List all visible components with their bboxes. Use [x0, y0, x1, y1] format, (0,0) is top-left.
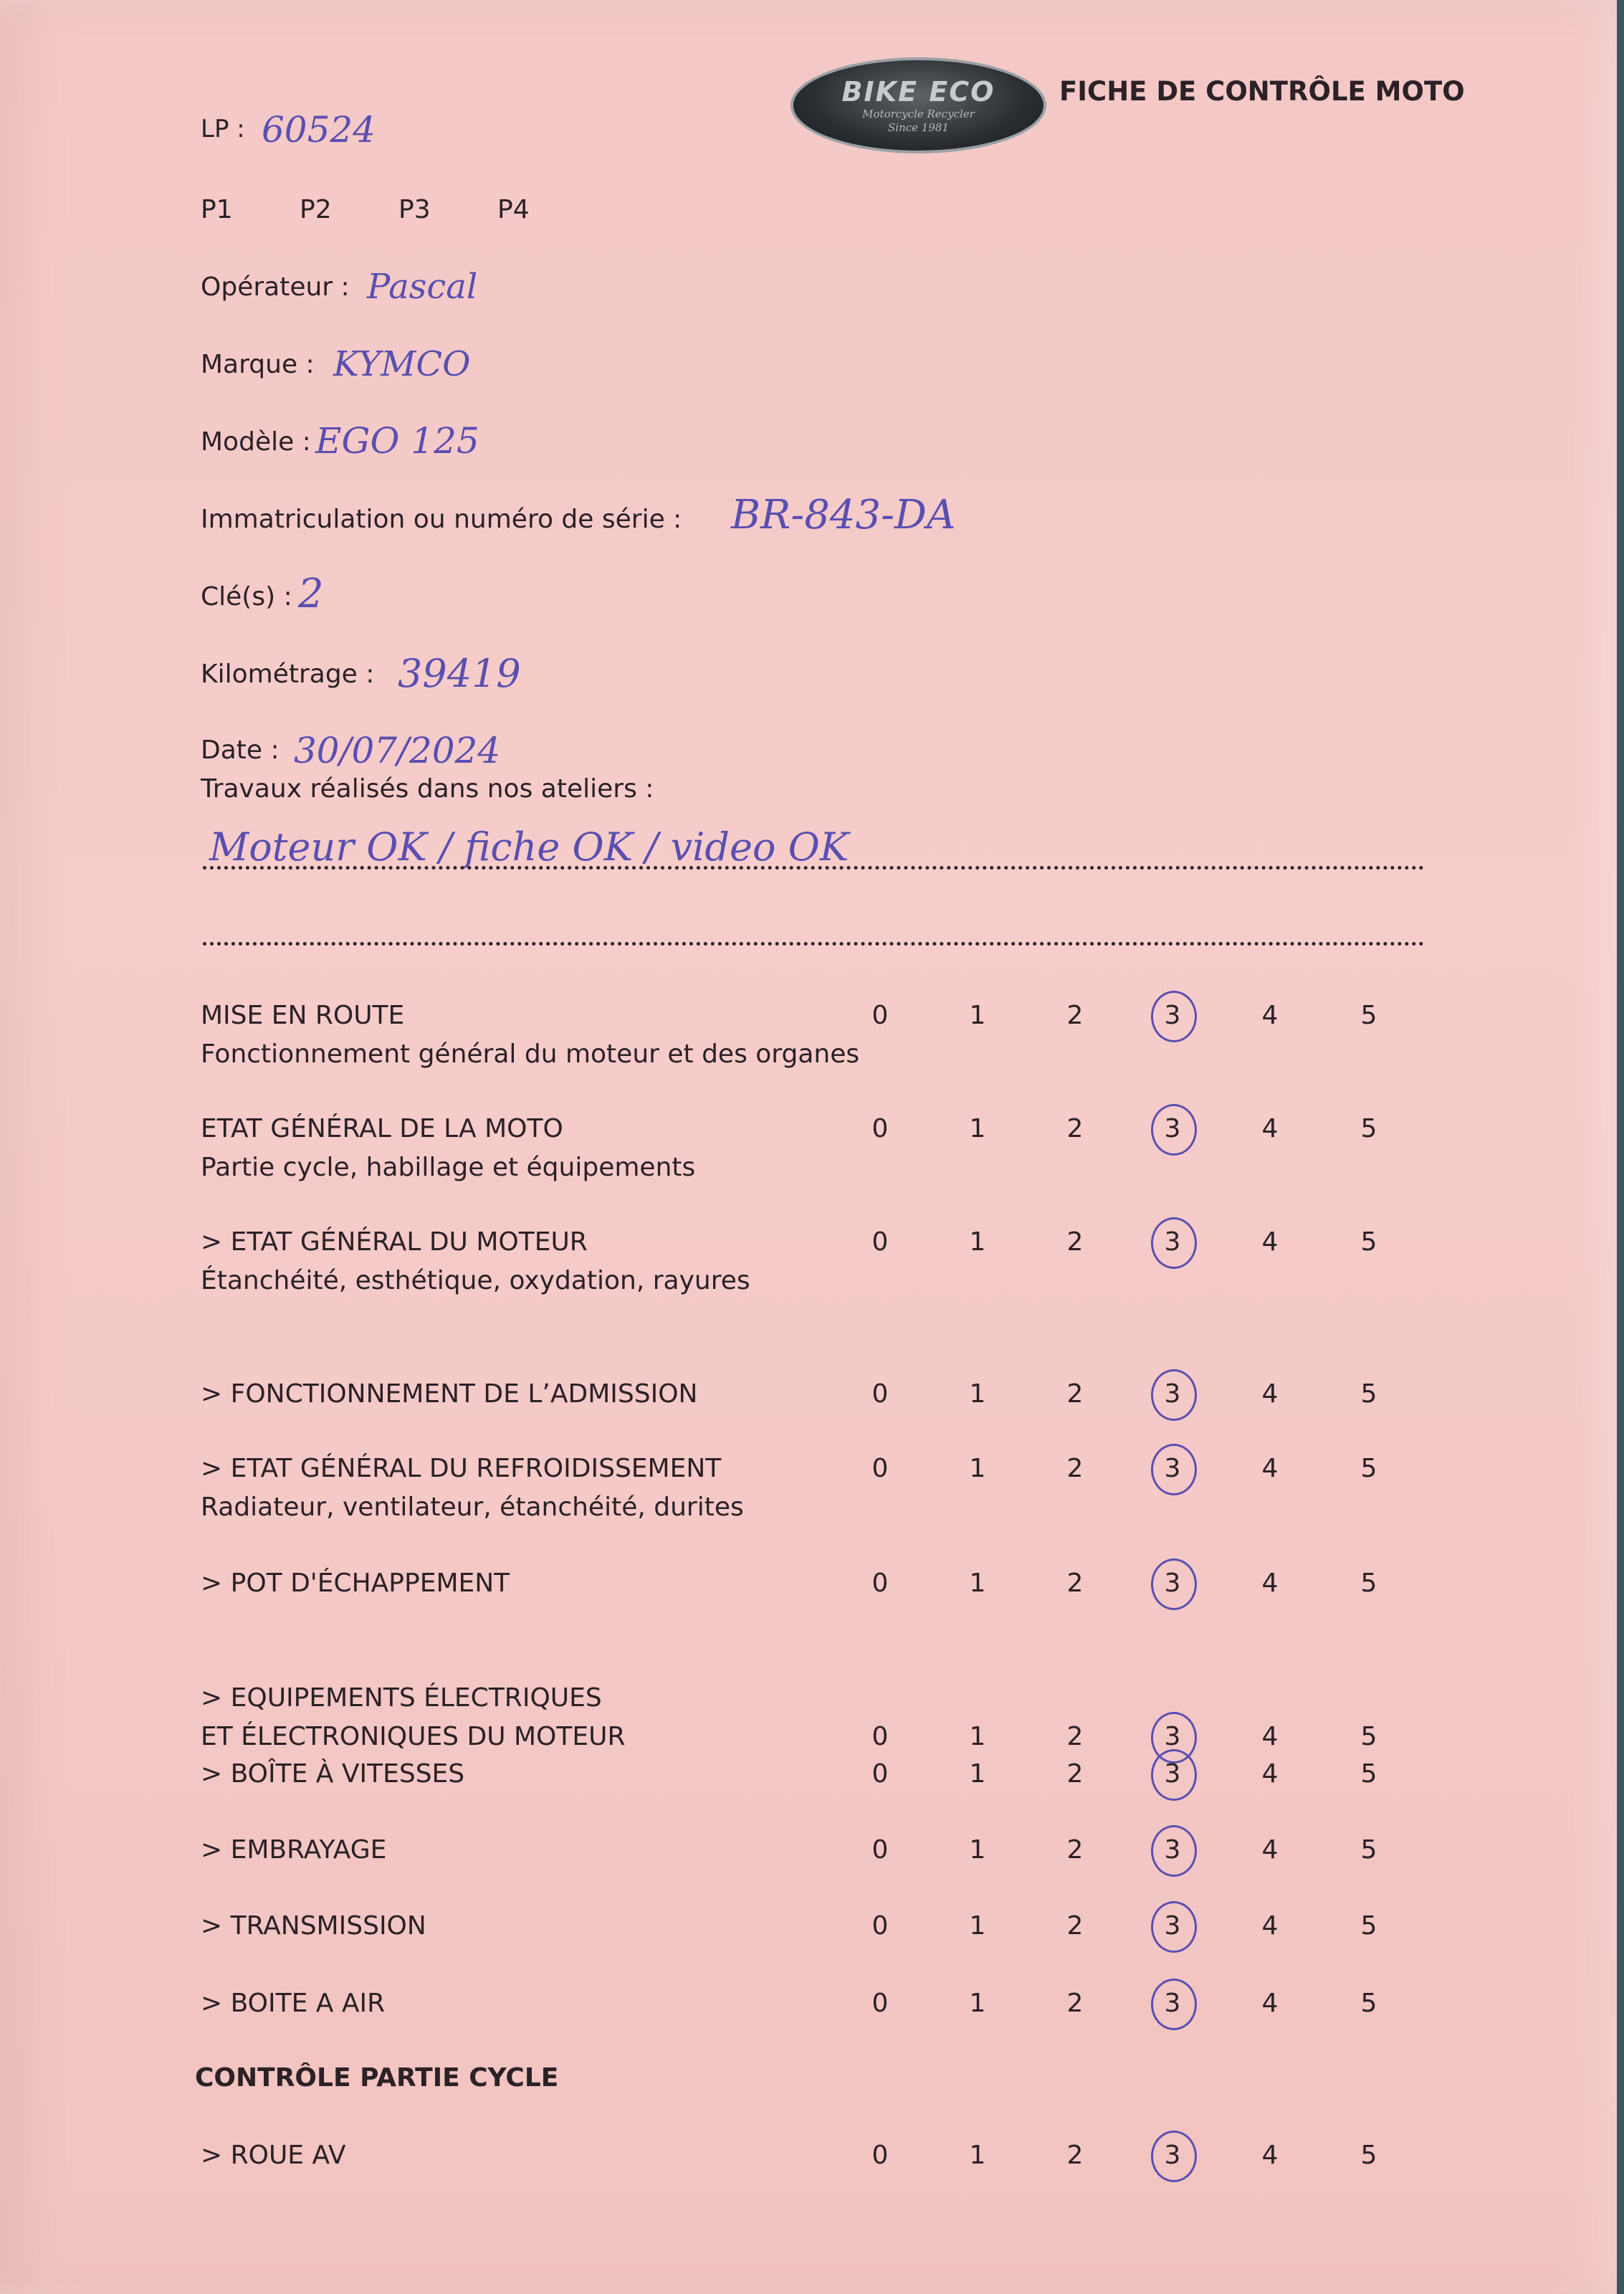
score-option[interactable]: 1 — [969, 1911, 986, 1941]
score-option[interactable]: 1 — [969, 2141, 986, 2170]
score-option[interactable]: 3 — [1164, 1989, 1181, 2018]
item-title: ETAT GÉNÉRAL DE LA MOTO — [201, 1114, 563, 1143]
item-title: > ETAT GÉNÉRAL DU MOTEUR — [201, 1227, 588, 1257]
selected-score-circle — [1151, 1749, 1197, 1801]
score-option[interactable]: 4 — [1261, 1759, 1279, 1789]
score-option[interactable]: 3 — [1164, 1001, 1181, 1030]
score-option[interactable]: 0 — [871, 1911, 889, 1941]
score-option[interactable]: 2 — [1066, 1759, 1084, 1789]
lp-label: LP : — [201, 115, 245, 143]
score-option[interactable]: 0 — [871, 1001, 889, 1030]
item-title: > EQUIPEMENTS ÉLECTRIQUES — [201, 1683, 602, 1713]
score-option[interactable]: 4 — [1261, 1227, 1279, 1257]
score-option[interactable]: 1 — [969, 1835, 986, 1865]
score-option[interactable]: 5 — [1360, 1227, 1377, 1257]
score-option[interactable]: 2 — [1066, 2141, 1084, 2170]
score-option[interactable]: 4 — [1261, 1911, 1279, 1941]
score-option[interactable]: 3 — [1164, 1911, 1181, 1941]
score-option[interactable]: 3 — [1164, 2141, 1181, 2170]
score-option[interactable]: 2 — [1066, 1454, 1084, 1483]
date-label: Date : — [201, 736, 280, 765]
selected-score-circle — [1151, 1369, 1197, 1421]
score-option[interactable]: 4 — [1261, 1569, 1279, 1598]
score-option[interactable]: 0 — [871, 1114, 889, 1143]
score-option[interactable]: 3 — [1164, 1759, 1181, 1789]
travaux-value: Moteur OK / fiche OK / video OK — [209, 824, 849, 870]
p4-label: P4 — [497, 195, 530, 224]
logo-brand: BIKE ECO — [841, 76, 995, 108]
score-option[interactable]: 4 — [1261, 1989, 1279, 2018]
dotted-line — [203, 942, 1424, 946]
modele-label: Modèle : — [201, 427, 311, 457]
score-option[interactable]: 4 — [1261, 1454, 1279, 1483]
item-title: > BOÎTE À VITESSES — [201, 1759, 465, 1789]
score-option[interactable]: 5 — [1360, 1569, 1377, 1598]
selected-score-circle — [1151, 1825, 1197, 1877]
operateur-value: Pascal — [367, 267, 478, 307]
immat-value: BR-843-DA — [731, 492, 956, 538]
score-option[interactable]: 2 — [1066, 1569, 1084, 1598]
item-title: > ETAT GÉNÉRAL DU REFROIDISSEMENT — [201, 1454, 722, 1483]
score-option[interactable]: 3 — [1164, 1569, 1181, 1598]
item-title: > TRANSMISSION — [201, 1911, 426, 1941]
dotted-line — [203, 866, 1424, 870]
p2-label: P2 — [300, 195, 332, 224]
score-option[interactable]: 5 — [1360, 1114, 1377, 1143]
section-partie-cycle: CONTRÔLE PARTIE CYCLE — [195, 2063, 559, 2093]
lp-value: 60524 — [262, 109, 376, 151]
score-option[interactable]: 4 — [1261, 1001, 1279, 1030]
operateur-label: Opérateur : — [201, 272, 350, 302]
score-option[interactable]: 1 — [969, 1722, 986, 1751]
score-option[interactable]: 4 — [1261, 1835, 1279, 1865]
cles-label: Clé(s) : — [201, 582, 292, 611]
cles-value: 2 — [298, 571, 324, 617]
selected-score-circle — [1151, 991, 1197, 1042]
p1-label: P1 — [201, 195, 233, 224]
immat-label: Immatriculation ou numéro de série : — [201, 505, 682, 534]
score-option[interactable]: 2 — [1066, 1114, 1084, 1143]
item-title: > BOITE A AIR — [201, 1989, 386, 2018]
score-option[interactable]: 5 — [1360, 1835, 1377, 1865]
km-value: 39419 — [398, 651, 521, 696]
score-option[interactable]: 0 — [871, 1569, 889, 1598]
score-option[interactable]: 0 — [871, 1759, 889, 1789]
selected-score-circle — [1151, 1444, 1197, 1495]
score-option[interactable]: 1 — [969, 1001, 986, 1030]
score-option[interactable]: 2 — [1066, 1989, 1084, 2018]
item-subtitle: Radiateur, ventilateur, étanchéité, durites — [201, 1493, 744, 1522]
score-option[interactable]: 0 — [871, 1454, 889, 1483]
item-subtitle: ET ÉLECTRONIQUES DU MOTEUR — [201, 1722, 626, 1751]
score-option[interactable]: 4 — [1261, 1114, 1279, 1143]
score-option[interactable]: 4 — [1261, 1379, 1279, 1409]
item-subtitle: Partie cycle, habillage et équipements — [201, 1153, 696, 1182]
selected-score-circle — [1151, 2131, 1197, 2182]
score-option[interactable]: 4 — [1261, 1722, 1279, 1751]
date-value: 30/07/2024 — [294, 730, 501, 771]
score-option[interactable]: 0 — [871, 1227, 889, 1257]
score-option[interactable]: 1 — [969, 1379, 986, 1409]
score-option[interactable]: 2 — [1066, 1911, 1084, 1941]
travaux-label: Travaux réalisés dans nos ateliers : — [201, 774, 654, 804]
p3-label: P3 — [398, 195, 431, 224]
selected-score-circle — [1151, 1901, 1197, 1953]
score-option[interactable]: 5 — [1360, 1001, 1377, 1030]
score-option[interactable]: 4 — [1261, 2141, 1279, 2170]
score-option[interactable]: 5 — [1360, 1759, 1377, 1789]
score-option[interactable]: 0 — [871, 1379, 889, 1409]
score-option[interactable]: 2 — [1066, 1835, 1084, 1865]
score-option[interactable]: 5 — [1360, 1379, 1377, 1409]
score-option[interactable]: 1 — [969, 1114, 986, 1143]
logo-tagline-1: Motorcycle Recycler — [862, 108, 975, 120]
score-option[interactable]: 2 — [1066, 1379, 1084, 1409]
sheet-title: FICHE DE CONTRÔLE MOTO — [1059, 76, 1465, 107]
score-option[interactable]: 2 — [1066, 1001, 1084, 1030]
item-title: > EMBRAYAGE — [201, 1835, 387, 1865]
score-option[interactable]: 0 — [871, 1722, 889, 1751]
km-label: Kilométrage : — [201, 660, 375, 689]
bike-eco-logo — [790, 57, 1046, 153]
score-option[interactable]: 3 — [1164, 1227, 1181, 1257]
score-option[interactable]: 5 — [1360, 1911, 1377, 1941]
item-subtitle: Étanchéité, esthétique, oxydation, rayures — [201, 1266, 750, 1295]
score-option[interactable]: 1 — [969, 1759, 986, 1789]
item-title: > POT D'ÉCHAPPEMENT — [201, 1569, 510, 1598]
item-title: MISE EN ROUTE — [201, 1001, 405, 1030]
score-option[interactable]: 3 — [1164, 1454, 1181, 1483]
score-option[interactable]: 3 — [1164, 1722, 1181, 1751]
score-option[interactable]: 0 — [871, 2141, 889, 2170]
score-option[interactable]: 2 — [1066, 1227, 1084, 1257]
score-option[interactable]: 1 — [969, 1989, 986, 2018]
item-title: > FONCTIONNEMENT DE L’ADMISSION — [201, 1379, 698, 1409]
logo-tagline-2: Since 1981 — [888, 121, 949, 134]
score-option[interactable]: 5 — [1360, 1454, 1377, 1483]
score-option[interactable]: 3 — [1164, 1835, 1181, 1865]
selected-score-circle — [1151, 1558, 1197, 1610]
selected-score-circle — [1151, 1104, 1197, 1156]
score-option[interactable]: 2 — [1066, 1722, 1084, 1751]
score-option[interactable]: 3 — [1164, 1379, 1181, 1409]
score-option[interactable]: 0 — [871, 1989, 889, 2018]
selected-score-circle — [1151, 1217, 1197, 1269]
score-option[interactable]: 1 — [969, 1454, 986, 1483]
score-option[interactable]: 1 — [969, 1227, 986, 1257]
marque-label: Marque : — [201, 350, 315, 379]
item-subtitle: Fonctionnement général du moteur et des organes — [201, 1039, 860, 1069]
score-option[interactable]: 5 — [1360, 2141, 1377, 2170]
score-option[interactable]: 1 — [969, 1569, 986, 1598]
score-option[interactable]: 5 — [1360, 1722, 1377, 1751]
score-option[interactable]: 3 — [1164, 1114, 1181, 1143]
score-option[interactable]: 0 — [871, 1835, 889, 1865]
selected-score-circle — [1151, 1979, 1197, 2030]
score-option[interactable]: 5 — [1360, 1989, 1377, 2018]
item-title: > ROUE AV — [201, 2141, 346, 2170]
marque-value: KYMCO — [333, 344, 471, 384]
modele-value: EGO 125 — [315, 420, 479, 462]
